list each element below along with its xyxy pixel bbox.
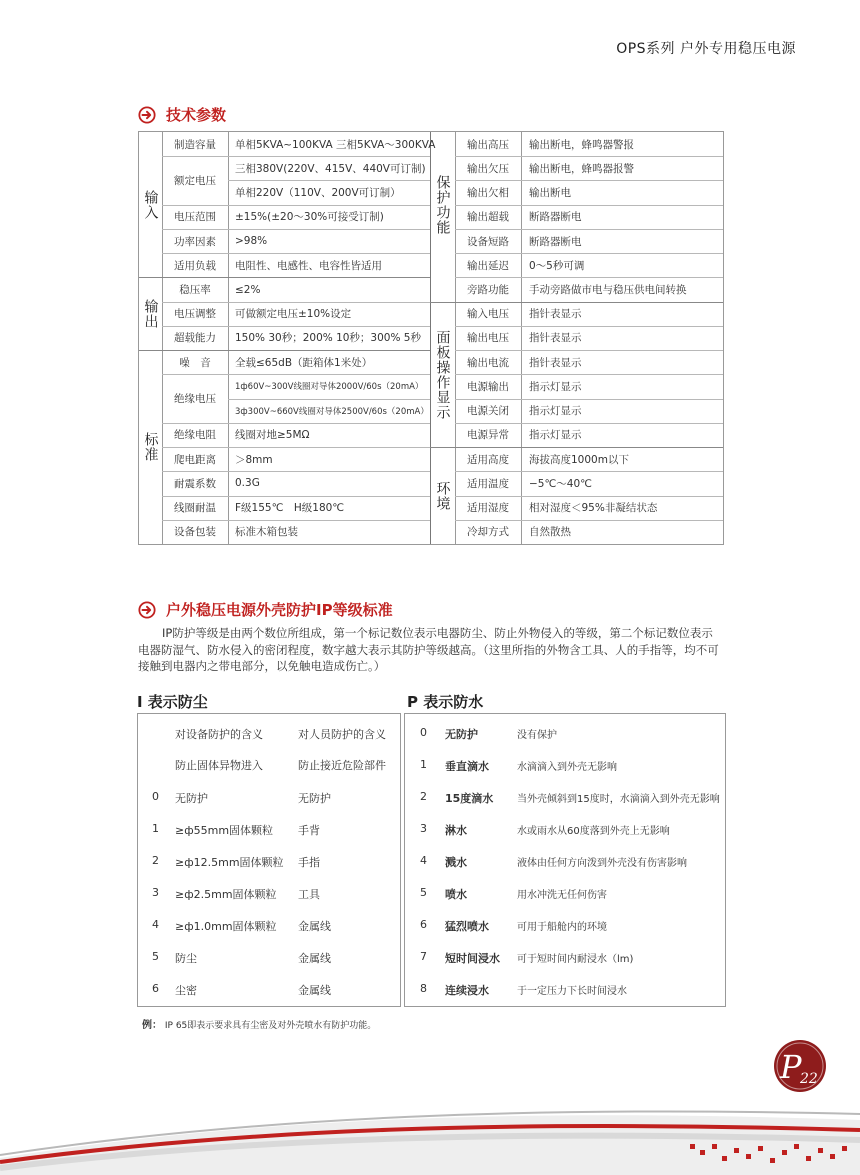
dust-row: [138, 886, 400, 900]
spec-section-title-text: 技术参数: [166, 106, 227, 124]
spec-left-label: 耐震系数: [174, 477, 216, 490]
dust-device: ≥ф2.5mm固体颗粒: [175, 888, 277, 901]
spec-right-label: 适用湿度: [467, 502, 509, 515]
dust-head-device: 对设备防护的含义: [175, 728, 263, 741]
dust-device: 尘密: [175, 984, 197, 997]
dust-table: [137, 713, 401, 1007]
water-desc: 水滴滴入到外壳无影响: [517, 762, 617, 773]
spec-left-label: 稳压率: [179, 284, 211, 297]
spec-right-label: 电源关闭: [467, 405, 509, 418]
spec-left-value: 0.3G: [235, 477, 260, 490]
spec-left-value: 150% 30秒；200% 10秒；300% 5秒: [235, 332, 421, 345]
spec-right-value: 输出断电: [529, 187, 571, 200]
spec-right-label: 输入电压: [467, 308, 509, 321]
spec-right-value: 断路器断电: [529, 211, 582, 224]
water-name: 喷水: [445, 888, 467, 901]
water-level: 3: [420, 822, 427, 835]
water-desc: 用水冲洗无任何伤害: [517, 890, 607, 901]
spec-table: [138, 131, 724, 545]
dust-level: 1: [152, 822, 159, 835]
spec-right-value: 相对湿度＜95%非凝结状态: [529, 502, 658, 515]
spec-right-label: 输出高压: [467, 138, 509, 151]
water-level: 8: [420, 982, 427, 995]
dust-row: [138, 950, 400, 964]
spec-right-value: 指示灯显示: [529, 380, 582, 393]
spec-left-label: 绝缘电阻: [174, 429, 216, 442]
water-row: [405, 822, 725, 836]
spec-left-value: >98%: [235, 235, 268, 248]
water-name: 15度滴水: [445, 792, 494, 805]
water-row: [405, 854, 725, 868]
water-level: 5: [420, 886, 427, 899]
water-name: 短时间浸水: [445, 952, 500, 965]
spec-right-value: 断路器断电: [529, 235, 582, 248]
water-row: [405, 918, 725, 932]
spec-right-label: 输出延迟: [467, 259, 509, 272]
water-row: [405, 982, 725, 996]
dust-head-person: 对人员防护的含义: [298, 728, 386, 741]
dust-device: ≥ф1.0mm固体颗粒: [175, 920, 277, 933]
dust-device: 防尘: [175, 952, 197, 965]
water-name: 无防护: [445, 728, 478, 741]
spec-left-label: 噪 音: [179, 356, 211, 369]
spec-left-value: 线圈对地≥5MΩ: [235, 429, 310, 442]
dust-device: 无防护: [175, 792, 208, 805]
dust-person: 手背: [298, 824, 320, 837]
spec-left-value: 全载≤65dB（距箱体1米处）: [235, 356, 373, 369]
arrow-circle-icon: [138, 106, 156, 124]
water-desc: 液体由任何方向泼到外壳没有伤害影响: [517, 858, 687, 869]
spec-right-label: 输出电压: [467, 332, 509, 345]
water-row: [405, 726, 725, 740]
group-environment: 环境: [434, 480, 451, 511]
dust-person: 金属线: [298, 952, 331, 965]
spec-right-label: 适用温度: [467, 477, 509, 490]
spec-right-label: 设备短路: [467, 235, 509, 248]
group-standard: 标准: [142, 432, 159, 462]
water-row: [405, 758, 725, 772]
ip-intro-text: IP防护等级是由两个数位所组成，第一个标记数位表示电器防尘、防止外物侵入的等级，第二个标记数位表示电器防湿气、防水侵入的密闭程度，数字越大表示其防护等级越高。（这里所指的外物含工具、人的手指等，均不可接触到电器内之带电部分，以免触电造成伤亡。）: [138, 626, 719, 673]
spec-right-label: 输出超载: [467, 211, 509, 224]
group-protection: 保护功能: [434, 174, 451, 235]
spec-right-value: 手动旁路做市电与稳压供电间转换: [529, 284, 687, 297]
dust-level: 6: [152, 982, 159, 995]
bottom-wave-decoration: [0, 1100, 860, 1175]
spec-right-label: 输出电流: [467, 356, 509, 369]
water-row: [405, 886, 725, 900]
water-name: 溅水: [445, 856, 467, 869]
spec-left-value: 单相5KVA~100KVA 三相5KVA～300KVA: [235, 138, 436, 151]
spec-left-label: 超载能力: [174, 332, 216, 345]
ip-intro: [138, 625, 720, 675]
spec-right-label: 电源异常: [467, 429, 509, 442]
dust-row: [138, 822, 400, 836]
water-table: [404, 713, 726, 1007]
water-desc: 于一定压力下长时间浸水: [517, 986, 627, 997]
dust-level: 5: [152, 950, 159, 963]
dust-person: 金属线: [298, 984, 331, 997]
spec-right-value: 指针表显示: [529, 308, 582, 321]
spec-right-value: 指针表显示: [529, 356, 582, 369]
spec-left-label: 电压范围: [174, 211, 216, 224]
group-output: 输出: [142, 298, 159, 329]
spec-right-label: 适用高度: [467, 453, 509, 466]
spec-left-label: 适用负载: [174, 259, 216, 272]
spec-left-label: 电压调整: [174, 308, 216, 321]
example-note: [142, 1016, 376, 1031]
dust-row: [138, 918, 400, 932]
water-desc: 可用于船舱内的环境: [517, 922, 607, 933]
group-input: 输入: [142, 189, 159, 220]
dust-person: 金属线: [298, 920, 331, 933]
example-text: IP 65即表示要求具有尘密及对外壳喷水有防护功能。: [164, 1021, 377, 1031]
dust-person: 工具: [298, 888, 320, 901]
water-level: 7: [420, 950, 427, 963]
page-number-badge: [772, 1038, 828, 1094]
dust-head-device-2: 防止固体异物进入: [175, 759, 263, 772]
spec-left-label: 线圈耐温: [174, 502, 216, 515]
spec-right-value: 自然散热: [529, 526, 571, 539]
water-desc: 没有保护: [517, 730, 557, 741]
spec-left-label: 制造容量: [174, 138, 216, 151]
spec-left-value: 单相220V（110V、200V可订制）: [235, 187, 401, 200]
spec-right-value: 输出断电，蜂鸣器报警: [529, 162, 634, 175]
dust-head-row-1: [138, 726, 400, 740]
dust-row: [138, 982, 400, 996]
spec-right-value: 指示灯显示: [529, 429, 582, 442]
dust-person: 无防护: [298, 792, 331, 805]
ip-section-title: [138, 599, 393, 620]
water-row: [405, 790, 725, 804]
spec-right-value: 输出断电，蜂鸣器警报: [529, 138, 634, 151]
spec-right-label: 冷却方式: [467, 526, 509, 539]
water-level: 2: [420, 790, 427, 803]
dust-row: [138, 854, 400, 868]
dust-level: 2: [152, 854, 159, 867]
spec-right-label: 输出欠相: [467, 187, 509, 200]
spec-left-value: 可做额定电压±10%设定: [235, 308, 352, 321]
example-label: 例：: [142, 1020, 162, 1031]
dust-person: 手指: [298, 856, 320, 869]
water-desc: 可于短时间内耐浸水（lm): [517, 954, 634, 965]
water-desc: 水或雨水从60度落到外壳上无影响: [517, 826, 670, 837]
dust-device: ≥ф55mm固体颗粒: [175, 824, 274, 837]
dust-head-person-2: 防止接近危险部件: [298, 759, 386, 772]
spec-right-label: 输出欠压: [467, 162, 509, 175]
water-name: 猛烈喷水: [445, 920, 489, 933]
water-name: 垂直滴水: [445, 760, 489, 773]
ip-section-title-text: 户外稳压电源外壳防护IP等级标准: [166, 601, 393, 619]
spec-right-value: 海拔高度1000m以下: [529, 453, 629, 466]
water-title: P 表示防水: [407, 693, 484, 711]
spec-left-label: 额定电压: [174, 174, 216, 187]
dust-level: 3: [152, 886, 159, 899]
spec-right-value: 指示灯显示: [529, 405, 582, 418]
dust-head-row-2: [138, 757, 400, 771]
spec-left-value: ±15%(±20～30%可接受订制): [235, 211, 384, 224]
spec-right-label: 电源输出: [467, 380, 509, 393]
water-level: 4: [420, 854, 427, 867]
dust-device: ≥ф12.5mm固体颗粒: [175, 856, 284, 869]
water-desc: 当外壳倾斜到15度时，水滴滴入到外壳无影响: [517, 794, 720, 805]
spec-left-label: 设备包装: [174, 526, 216, 539]
spec-left-value: 三相380V(220V、415V、440V可订制): [235, 162, 426, 175]
header-title: OPS系列 户外专用稳压电源: [616, 41, 796, 57]
spec-left-label: 功率因素: [174, 235, 216, 248]
page-badge-number: 22: [800, 1071, 818, 1087]
arrow-circle-icon: [138, 601, 156, 619]
spec-left-value: 电阻性、电感性、电容性皆适用: [235, 259, 382, 272]
water-level: 0: [420, 726, 427, 739]
water-level: 6: [420, 918, 427, 931]
spec-left-label: 绝缘电压: [174, 393, 216, 406]
spec-left-value: 3ф300V~660V线圈对导体2500V/60s（20mA）: [235, 406, 429, 417]
dust-row: [138, 790, 400, 804]
spec-left-value: 1ф60V~300V线圈对导体2000V/60s（20mA）: [235, 382, 424, 393]
spec-right-value: 0～5秒可调: [529, 259, 585, 272]
water-name: 淋水: [445, 824, 467, 837]
page-badge-letter: P: [780, 1048, 802, 1086]
dust-level: 4: [152, 918, 159, 931]
spec-right-value: 指针表显示: [529, 332, 582, 345]
spec-section-title: [138, 104, 226, 125]
spec-left-value: 标准木箱包装: [235, 526, 298, 539]
water-row: [405, 950, 725, 964]
water-name: 连续浸水: [445, 984, 489, 997]
spec-left-value: F级155℃ H级180℃: [235, 502, 345, 515]
spec-right-value: −5℃～40℃: [529, 477, 592, 490]
dust-level: 0: [152, 790, 159, 803]
spec-left-value: ≤2%: [235, 283, 261, 296]
spec-right-label: 旁路功能: [467, 284, 509, 297]
spec-left-label: 爬电距离: [174, 453, 216, 466]
water-level: 1: [420, 758, 427, 771]
group-panel: 面板操作显示: [434, 329, 451, 420]
spec-left-value: ＞8mm: [235, 453, 273, 466]
dust-title: I 表示防尘: [137, 693, 208, 711]
